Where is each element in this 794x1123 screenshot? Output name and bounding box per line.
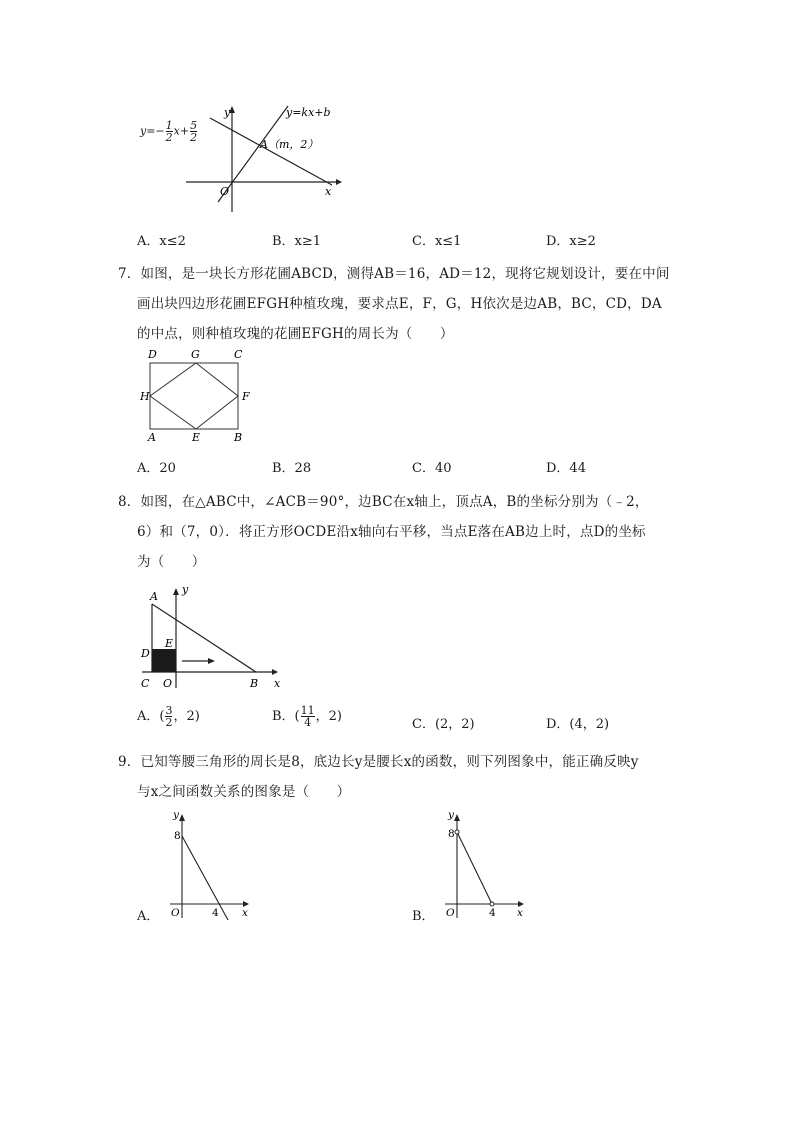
q8-option-a[interactable]: A．( $\frac{3}{2}$ ，2)	[137, 704, 200, 729]
q9-option-b-label[interactable]: B．	[412, 909, 435, 924]
q8-option-d[interactable]: D．(4，2)	[546, 717, 610, 732]
q6-x-arrow	[336, 179, 342, 185]
q9a-label-x: x	[242, 907, 248, 919]
q9b-open-point-bottom	[490, 902, 494, 906]
q6-line2-label: y=− $\frac{1}{2}$ x+ $\frac{5}{2}$	[140, 119, 198, 144]
q6-axis-x-label: x	[325, 185, 332, 198]
q7-question-line-3: 的中点，则种植玫瑰的花圃EFGH的周长为（ ）	[137, 326, 454, 342]
q6-option-b[interactable]: B．x≥1	[272, 234, 322, 249]
q9a-y-arrow	[179, 814, 185, 821]
q8-figure	[138, 582, 288, 694]
q7-option-b[interactable]: B．28	[272, 461, 312, 476]
q6-option-c[interactable]: C．x≤1	[412, 234, 462, 249]
q6-axis-y-label: y	[224, 106, 231, 119]
q9-question-line-2: 与x之间函数关系的图象是（ ）	[137, 784, 351, 800]
q7-label-e: E	[192, 431, 201, 444]
q6-point-label: A（m，2）	[260, 138, 319, 151]
q7-label-g: G	[191, 348, 200, 361]
q8-label-b: B	[250, 677, 259, 690]
q7-label-h: H	[140, 390, 150, 403]
q8-label-a: A	[150, 590, 158, 603]
q6-graph-svg	[138, 100, 358, 220]
q8-question-line-2: 6）和（7，0）．将正方形OCDE沿x轴向右平移，当点E落在AB边上时，点D的坐标	[137, 524, 646, 540]
q6-option-d[interactable]: D．x≥2	[546, 234, 596, 249]
q8-question-line-3: 为（ ）	[137, 554, 206, 570]
q8-label-c: C	[141, 677, 150, 690]
q9-graph-a[interactable]	[160, 808, 260, 923]
q7-label-d: D	[148, 348, 157, 361]
q6-line1-label: y=kx+b	[286, 106, 331, 119]
q6-origin-label: O	[220, 185, 230, 198]
q7-label-c: C	[234, 348, 243, 361]
q8-label-e: E	[165, 637, 174, 650]
q9b-label-8: 8	[448, 828, 455, 840]
q8-label-x: x	[274, 677, 281, 690]
q7-rect-abcd	[150, 363, 238, 429]
q9b-open-point-top	[455, 830, 459, 834]
q9-question-line-1: 9．已知等腰三角形的周长是8，底边长y是腰长x的函数，则下列图象中，能正确反映y	[118, 754, 639, 770]
q9a-label-o: O	[171, 907, 180, 919]
q9a-label-y: y	[173, 809, 179, 821]
q8-x-arrow	[272, 669, 278, 675]
q7-option-a[interactable]: A．20	[137, 461, 176, 476]
q6-line-decreasing	[210, 118, 332, 185]
q9-graph-b[interactable]	[435, 808, 535, 923]
q7-quad-efgh	[150, 363, 238, 429]
q8-label-o: O	[163, 677, 173, 690]
q9b-label-y: y	[448, 809, 454, 821]
q9a-label-8: 8	[174, 830, 181, 842]
q8-question-line-1: 8．如图，在△ABC中，∠ACB＝90°，边BC在x轴上，顶点A，B的坐标分别为（﹣2，	[118, 494, 649, 510]
q7-figure	[138, 345, 258, 445]
q8-label-y: y	[182, 583, 189, 596]
q9b-graph-line	[457, 832, 492, 904]
q9b-label-4: 4	[489, 907, 496, 919]
q7-question-line-2: 画出块四边形花圃EFGH种植玫瑰，要求点E，F，G，H依次是边AB，BC，CD，DA	[137, 296, 662, 312]
q8-shift-arrow-head	[208, 658, 215, 664]
q6-graph	[138, 100, 358, 220]
q8-option-c[interactable]: C．(2，2)	[412, 717, 475, 732]
q6-option-a[interactable]: A．x≤2	[137, 234, 186, 249]
q7-label-a: A	[148, 431, 156, 444]
q9a-label-4: 4	[212, 907, 219, 919]
q7-option-c[interactable]: C．40	[412, 461, 452, 476]
q9a-graph-line	[182, 836, 228, 920]
q9-option-a-label[interactable]: A．	[137, 909, 160, 924]
q7-label-f: F	[242, 390, 250, 403]
q7-question-line-1: 7．如图，是一块长方形花圃ABCD，测得AB＝16，AD＝12，现将它规划设计，要在中间	[118, 266, 670, 282]
q7-label-b: B	[234, 431, 243, 444]
q8-label-d: D	[141, 647, 150, 660]
q9b-label-x: x	[517, 907, 523, 919]
q8-square-ocde	[152, 649, 176, 672]
q8-y-arrow	[173, 588, 179, 595]
q8-option-b[interactable]: B．( $\frac{11}{4}$ ，2)	[272, 704, 342, 729]
q9b-y-arrow	[454, 814, 460, 821]
q9b-label-o: O	[446, 907, 455, 919]
q8-option-a-fraction: $\frac{3}{2}$	[165, 704, 173, 729]
q8-option-b-fraction: $\frac{11}{4}$	[300, 704, 315, 729]
q7-option-d[interactable]: D．44	[546, 461, 586, 476]
